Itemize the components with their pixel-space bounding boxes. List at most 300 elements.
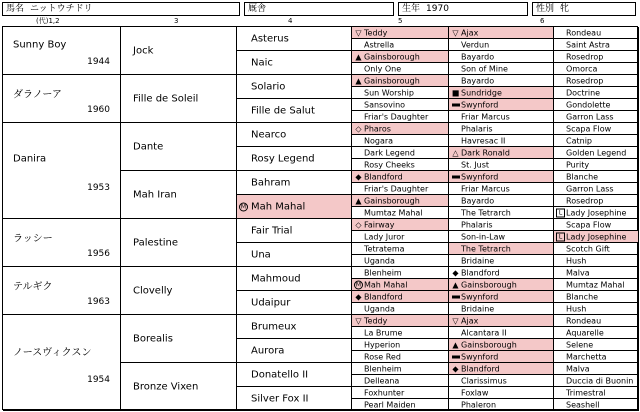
gen4-name: Teddy xyxy=(364,316,388,325)
dash-mark-icon xyxy=(451,100,460,109)
gen6-cell xyxy=(554,135,639,147)
gen4-name: Only One xyxy=(364,64,402,73)
gen5-name: Son-in-Law xyxy=(461,232,506,241)
gen5-name: Gainsborough xyxy=(461,340,517,349)
gen4-name: Pearl Maiden xyxy=(364,400,416,409)
gen4-cell xyxy=(352,123,449,135)
gen4-cell xyxy=(352,207,449,219)
gen6-name: Trimestral xyxy=(566,388,606,397)
gen4-cell xyxy=(352,279,449,291)
gen2-cell xyxy=(121,123,237,171)
stable-box xyxy=(244,2,394,16)
gen4-name: Fairway xyxy=(364,220,395,229)
gen5-name: Son of Mine xyxy=(461,64,508,73)
gen3-name: Solario xyxy=(251,81,286,92)
gen4-cell xyxy=(352,135,449,147)
gen3-cell xyxy=(237,219,352,243)
gen3-name: Rosy Legend xyxy=(251,153,315,164)
gen6-cell xyxy=(554,27,639,39)
gen6-cell xyxy=(554,339,639,351)
gen5-cell xyxy=(449,327,554,339)
gen6-name: Doctrine xyxy=(566,88,601,97)
gen4-name: Pharos xyxy=(364,124,391,133)
gen6-cell xyxy=(554,375,639,387)
gen3-name: Nearco xyxy=(251,129,287,140)
gen3-name: Silver Fox II xyxy=(251,393,309,404)
gen6-name: Lady Josephine xyxy=(566,208,627,217)
gen4-cell xyxy=(352,219,449,231)
gen1-cell xyxy=(3,27,121,75)
gen2-cell xyxy=(121,315,237,363)
col-num-5: 5 xyxy=(398,17,403,25)
gen4-cell xyxy=(352,159,449,171)
gen5-cell xyxy=(449,291,554,303)
gen6-cell xyxy=(554,75,639,87)
gen3-cell xyxy=(237,171,352,195)
gen4-cell xyxy=(352,63,449,75)
gen3-name: Brumeux xyxy=(251,321,297,332)
gen3-cell xyxy=(237,27,352,51)
gen5-name: Swynford xyxy=(461,172,499,181)
gen6-name: Rosedrop xyxy=(566,52,604,61)
gen4-cell xyxy=(352,183,449,195)
gen1-year: 1956 xyxy=(87,248,110,259)
gen5-cell xyxy=(449,219,554,231)
dash-mark-icon xyxy=(451,292,460,301)
gen3-cell xyxy=(237,315,352,339)
gen1-cell xyxy=(3,315,121,411)
open-diamond-icon xyxy=(354,124,363,133)
gen3-name: Mah Mahal xyxy=(251,201,306,212)
solid-diamond-icon xyxy=(354,172,363,181)
gen5-cell xyxy=(449,303,554,315)
gen5-name: Blandford xyxy=(461,364,500,373)
inbreeding-up-triangle-icon xyxy=(354,76,363,85)
gen5-cell xyxy=(449,363,554,375)
gen2-name: Clovelly xyxy=(133,285,173,296)
gen5-cell xyxy=(449,375,554,387)
gen3-cell xyxy=(237,51,352,75)
sex-box xyxy=(532,2,636,16)
gen6-name: Rosedrop xyxy=(566,76,604,85)
gen6-name: Hush xyxy=(566,304,587,313)
gen6-cell xyxy=(554,147,639,159)
gen3-cell xyxy=(237,387,352,411)
gen1-cell xyxy=(3,123,121,219)
gen3-cell xyxy=(237,291,352,315)
gen6-name: Malva xyxy=(566,268,590,277)
gen4-cell xyxy=(352,387,449,399)
gen4-name: Rose Red xyxy=(364,352,401,361)
pedigree-grid xyxy=(2,26,638,410)
gen6-cell xyxy=(554,255,639,267)
gen4-name: Blandford xyxy=(364,292,403,301)
inbreeding-up-triangle-icon xyxy=(354,52,363,61)
gen6-name: Golden Legend xyxy=(566,148,627,157)
gen6-cell xyxy=(554,291,639,303)
birth-value: 1970 xyxy=(426,4,449,14)
gen5-cell xyxy=(449,63,554,75)
gen6-cell xyxy=(554,123,639,135)
gen2-cell xyxy=(121,27,237,75)
gen2-name: Mah Iran xyxy=(133,189,177,200)
gen1-year: 1963 xyxy=(87,296,110,307)
gen5-name: Foxlaw xyxy=(461,388,489,397)
gen5-cell xyxy=(449,387,554,399)
name-label: 馬名 xyxy=(6,4,25,14)
gen1-cell xyxy=(3,75,121,123)
gen5-name: The Tetrarch xyxy=(461,244,511,253)
horse-name-box xyxy=(2,2,240,16)
col-num-1: (代)1,2 xyxy=(36,17,60,25)
gen5-name: Swynford xyxy=(461,292,499,301)
circled-m-icon: M xyxy=(355,281,362,288)
gen4-cell xyxy=(352,243,449,255)
gen2-cell xyxy=(121,363,237,411)
gen5-name: Ajax xyxy=(461,316,479,325)
birth-label: 生年 xyxy=(402,4,421,14)
gen5-name: Bayardo xyxy=(461,52,495,61)
gen1-year: 1944 xyxy=(87,56,110,67)
open-diamond-icon xyxy=(354,220,363,229)
gen3-name: Fair Trial xyxy=(251,225,293,236)
gen5-cell xyxy=(449,255,554,267)
gen5-cell xyxy=(449,99,554,111)
gen1-year: 1954 xyxy=(87,374,110,385)
gen4-cell xyxy=(352,27,449,39)
gen4-name: Blenheim xyxy=(364,268,402,277)
gen6-name: Rosedrop xyxy=(566,196,604,205)
gen5-name: Alcantara II xyxy=(461,328,507,337)
solid-diamond-icon xyxy=(451,268,460,277)
gen2-name: Dante xyxy=(133,141,164,152)
gen4-name: Gainsborough xyxy=(364,52,420,61)
gen6-name: Garron Lass xyxy=(566,112,614,121)
inbreeding-down-triangle-icon xyxy=(354,316,363,325)
gen4-cell xyxy=(352,87,449,99)
gen6-cell xyxy=(554,207,639,219)
gen6-cell xyxy=(554,159,639,171)
name-value: ニットウチドリ xyxy=(30,4,93,14)
gen4-cell xyxy=(352,99,449,111)
gen6-name: Gondolette xyxy=(566,100,611,109)
gen5-name: Bayardo xyxy=(461,76,495,85)
gen2-name: Fille de Soleil xyxy=(133,93,199,104)
gen5-name: Ajax xyxy=(461,28,479,37)
gen3-name: Udaipur xyxy=(251,297,291,308)
gen3-cell xyxy=(237,75,352,99)
gen6-name: Seashell xyxy=(566,400,600,409)
gen6-name: Catnip xyxy=(566,136,592,145)
gen1-name: ラッシー xyxy=(13,233,53,245)
gen5-cell xyxy=(449,339,554,351)
open-triangle-icon xyxy=(451,148,460,157)
gen4-cell xyxy=(352,75,449,87)
gen4-name: Dark Legend xyxy=(364,148,415,157)
gen3-name: Asterus xyxy=(251,33,289,44)
dash-mark-icon xyxy=(451,172,460,181)
gen5-cell xyxy=(449,231,554,243)
gen6-name: Garron Lass xyxy=(566,184,614,193)
gen6-cell xyxy=(554,315,639,327)
gen3-name: Una xyxy=(251,249,271,260)
gen5-cell xyxy=(449,267,554,279)
gen1-cell xyxy=(3,267,121,315)
circle-mark-icon xyxy=(451,208,460,217)
gen2-name: Bronze Vixen xyxy=(133,381,199,392)
gen4-name: Tetratema xyxy=(364,244,405,253)
gen6-cell xyxy=(554,231,639,243)
gen5-name: Clarissimus xyxy=(461,376,507,385)
gen4-name: Blandford xyxy=(364,172,403,181)
square-mark-icon xyxy=(451,88,460,97)
gen2-cell xyxy=(121,75,237,123)
gen6-cell xyxy=(554,87,639,99)
gen4-cell xyxy=(352,291,449,303)
gen6-name: Omorca xyxy=(566,64,598,73)
gen5-cell xyxy=(449,111,554,123)
gen6-cell xyxy=(554,219,639,231)
gen6-name: Aquarelle xyxy=(566,328,604,337)
gen3-cell xyxy=(237,123,352,147)
gen5-name: Blandford xyxy=(461,268,500,277)
inbreeding-down-triangle-icon xyxy=(451,28,460,37)
boxed-l-icon: L xyxy=(556,208,565,217)
inbreeding-up-triangle-icon xyxy=(354,196,363,205)
gen5-name: Phalaris xyxy=(461,124,493,133)
gen2-name: Borealis xyxy=(133,333,173,344)
gen5-cell xyxy=(449,135,554,147)
gen4-cell xyxy=(352,147,449,159)
gen4-cell xyxy=(352,267,449,279)
gen6-name: Mumtaz Mahal xyxy=(566,280,625,289)
gen5-cell xyxy=(449,171,554,183)
gen6-name: Scotch Gift xyxy=(566,244,610,253)
gen4-cell xyxy=(352,327,449,339)
gen4-name: Mah Mahal xyxy=(364,280,408,289)
gen4-name: Rosy Cheeks xyxy=(364,160,415,169)
gen5-name: Swynford xyxy=(461,100,499,109)
inbreeding-down-triangle-icon xyxy=(354,28,363,37)
gen4-name: Mumtaz Mahal xyxy=(364,208,423,217)
gen5-name: The Tetrarch xyxy=(461,208,511,217)
gen6-cell xyxy=(554,351,639,363)
col-num-4: 4 xyxy=(288,17,293,25)
gen4-cell xyxy=(352,195,449,207)
gen4-name: Uganda xyxy=(364,304,395,313)
inbreeding-up-triangle-icon xyxy=(451,340,460,349)
gen1-name: Sunny Boy xyxy=(13,39,67,51)
birth-year-box xyxy=(398,2,528,16)
gen6-cell xyxy=(554,51,639,63)
gen4-name: Uganda xyxy=(364,256,395,265)
gen5-name: Bayardo xyxy=(461,196,495,205)
gen5-cell xyxy=(449,27,554,39)
gen2-name: Palestine xyxy=(133,237,179,248)
gen4-name: Foxhunter xyxy=(364,388,405,397)
gen1-year: 1960 xyxy=(87,104,110,115)
gen5-name: Sundridge xyxy=(461,88,502,97)
gen1-name: テルギク xyxy=(13,281,53,293)
boxed-l-icon: L xyxy=(556,232,565,241)
gen4-cell xyxy=(352,351,449,363)
gen5-name: Phalaris xyxy=(461,220,493,229)
gen6-name: Scapa Flow xyxy=(566,124,612,133)
gen1-name: ダラノーア xyxy=(13,89,62,101)
gen5-cell xyxy=(449,399,554,411)
gen5-cell xyxy=(449,279,554,291)
gen6-cell xyxy=(554,99,639,111)
gen4-name: Gainsborough xyxy=(364,196,420,205)
gen5-cell xyxy=(449,39,554,51)
gen5-cell xyxy=(449,195,554,207)
gen4-name: La Brume xyxy=(364,328,403,337)
gen2-name: Jock xyxy=(133,45,154,56)
gen6-cell xyxy=(554,279,639,291)
gen3-name: Naic xyxy=(251,57,273,68)
gen5-cell xyxy=(449,75,554,87)
gen6-cell xyxy=(554,39,639,51)
gen6-name: Scapa Flow xyxy=(566,220,612,229)
gen3-name: Fille de Salut xyxy=(251,105,315,116)
gen2-cell xyxy=(121,171,237,219)
col-num-3: 3 xyxy=(174,17,179,25)
circled-m-icon: M xyxy=(240,203,247,210)
gen5-name: Friar Marcus xyxy=(461,184,510,193)
gen6-cell xyxy=(554,387,639,399)
sex-value: 牝 xyxy=(560,4,570,14)
gen6-cell xyxy=(554,303,639,315)
gen4-cell xyxy=(352,363,449,375)
gen6-cell xyxy=(554,195,639,207)
gen3-name: Mahmoud xyxy=(251,273,301,284)
gen5-cell xyxy=(449,315,554,327)
gen3-name: Bahram xyxy=(251,177,291,188)
solid-diamond-icon xyxy=(451,364,460,373)
gen6-name: Saint Astra xyxy=(566,40,610,49)
gen4-cell xyxy=(352,399,449,411)
gen4-name: Teddy xyxy=(364,28,388,37)
gen5-cell xyxy=(449,159,554,171)
gen5-cell xyxy=(449,123,554,135)
gen3-cell xyxy=(237,267,352,291)
inbreeding-up-triangle-icon xyxy=(451,280,460,289)
gen4-name: Blenheim xyxy=(364,364,402,373)
gen6-cell xyxy=(554,327,639,339)
stable-label: 厩舎 xyxy=(248,4,267,14)
gen1-year: 1953 xyxy=(87,182,110,193)
gen6-cell xyxy=(554,399,639,411)
gen5-name: Friar Marcus xyxy=(461,112,510,121)
gen6-name: Marchetta xyxy=(566,352,607,361)
gen5-name: Dark Ronald xyxy=(461,148,510,157)
gen5-cell xyxy=(449,207,554,219)
gen4-name: Astrella xyxy=(364,40,395,49)
inbreeding-down-triangle-icon xyxy=(451,316,460,325)
gen6-name: Purity xyxy=(566,160,590,169)
gen5-cell xyxy=(449,351,554,363)
gen5-cell xyxy=(449,51,554,63)
gen4-cell xyxy=(352,255,449,267)
circle-mark-icon xyxy=(451,244,460,253)
gen3-name: Donatello II xyxy=(251,369,309,380)
gen6-cell xyxy=(554,363,639,375)
gen3-cell xyxy=(237,147,352,171)
gen3-cell xyxy=(237,363,352,387)
gen5-name: Phaleron xyxy=(461,400,497,409)
col-num-6: 6 xyxy=(540,17,545,25)
gen6-name: Hush xyxy=(566,256,587,265)
gen5-cell xyxy=(449,147,554,159)
gen4-name: Nogara xyxy=(364,136,394,145)
gen4-cell xyxy=(352,375,449,387)
gen3-cell xyxy=(237,339,352,363)
gen5-name: Swynford xyxy=(461,352,499,361)
gen3-cell xyxy=(237,99,352,123)
gen5-cell xyxy=(449,87,554,99)
gen1-cell xyxy=(3,219,121,267)
gen6-cell xyxy=(554,243,639,255)
gen4-cell xyxy=(352,171,449,183)
gen6-name: Blanche xyxy=(566,292,599,301)
gen5-name: Gainsborough xyxy=(461,280,517,289)
gen6-name: Malva xyxy=(566,364,590,373)
gen3-cell xyxy=(237,195,352,219)
gen6-cell xyxy=(554,171,639,183)
gen4-cell xyxy=(352,231,449,243)
gen4-name: Delleana xyxy=(364,376,400,385)
chevron-up-icon xyxy=(556,100,565,109)
gen6-name: Duccia di Buonin xyxy=(566,376,634,385)
gen4-cell xyxy=(352,111,449,123)
gen4-name: Sansovino xyxy=(364,100,406,109)
column-numbers xyxy=(0,16,640,26)
gen6-cell xyxy=(554,183,639,195)
gen4-name: Friar's Daughter xyxy=(364,184,429,193)
gen4-cell xyxy=(352,315,449,327)
gen6-cell xyxy=(554,267,639,279)
gen4-cell xyxy=(352,51,449,63)
gen5-name: St. Just xyxy=(461,160,490,169)
gen2-cell xyxy=(121,219,237,267)
gen3-name: Aurora xyxy=(251,345,285,356)
gen3-cell xyxy=(237,243,352,267)
gen4-cell xyxy=(352,339,449,351)
gen6-cell xyxy=(554,63,639,75)
gen5-name: Verdun xyxy=(461,40,490,49)
gen5-name: Bridaine xyxy=(461,256,495,265)
gen4-name: Sun Worship xyxy=(364,88,414,97)
gen6-name: Rondeau xyxy=(566,28,602,37)
gen5-cell xyxy=(449,243,554,255)
sex-label: 性別 xyxy=(536,4,555,14)
solid-diamond-icon xyxy=(354,292,363,301)
gen4-name: Friar's Daughter xyxy=(364,112,429,121)
gen6-cell xyxy=(554,111,639,123)
gen4-name: Hyperion xyxy=(364,340,401,349)
gen4-cell xyxy=(352,39,449,51)
gen6-name: Blanche xyxy=(566,172,599,181)
gen4-name: Gainsborough xyxy=(364,76,420,85)
gen4-cell xyxy=(352,303,449,315)
dash-mark-icon xyxy=(451,352,460,361)
gen2-cell xyxy=(121,267,237,315)
gen1-name: ノースヴィクスン xyxy=(13,347,92,359)
gen5-name: Havresac II xyxy=(461,136,506,145)
gen4-name: Lady Juror xyxy=(364,232,405,241)
gen1-name: Danira xyxy=(13,153,47,165)
gen6-name: Rondeau xyxy=(566,316,602,325)
